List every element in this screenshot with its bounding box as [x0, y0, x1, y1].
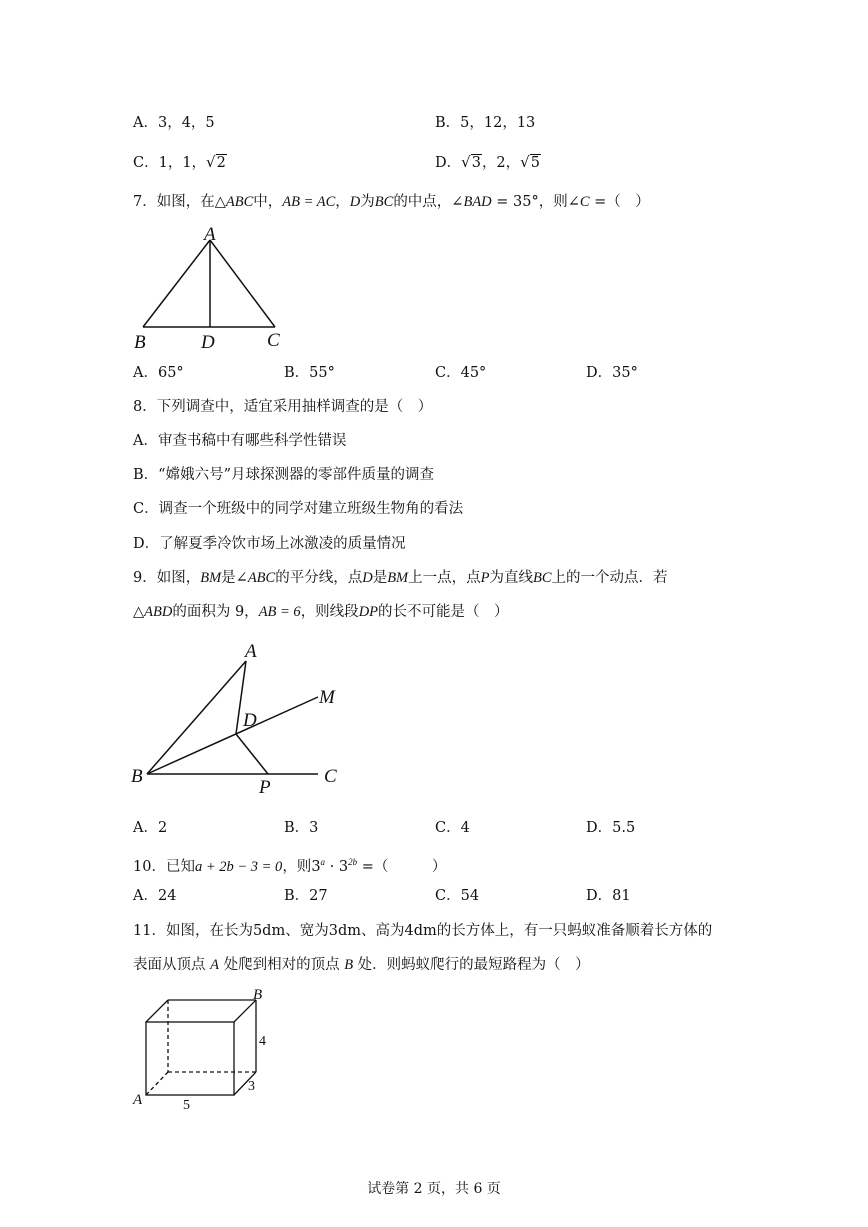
q6-option-d-text: D． — [435, 155, 462, 171]
q9-label-c: C — [324, 766, 337, 787]
q10-option-a: A．24 — [133, 888, 177, 904]
q10-option-c: C．54 — [435, 888, 480, 904]
q9-line-ba — [147, 661, 246, 774]
q11-stem-line1: 11．如图，在长为5dm、宽为3dm、高为4dm的长方体上，有一只蚂蚁准备顺着长方体的 — [133, 923, 713, 939]
q7-label-c: C — [267, 330, 280, 351]
q9-stem-line2: △ABD的面积为 9，AB = 6，则线段DP的长不可能是（ ） — [133, 604, 509, 620]
q9-option-a: A．2 — [133, 820, 168, 836]
sqrt-symbol: √5 — [520, 153, 540, 171]
q11-label-height: 4 — [259, 1034, 266, 1049]
q8-option-a: A．审查书稿中有哪些科学性错误 — [133, 433, 347, 449]
q9-option-d: D．5.5 — [586, 820, 636, 836]
q8-option-c: C．调查一个班级中的同学对建立班级生物角的看法 — [133, 501, 464, 517]
radicand: 3 — [471, 155, 481, 171]
q7-option-b: B．55° — [284, 365, 335, 381]
q10-option-d: D．81 — [586, 888, 631, 904]
q9-label-b: B — [131, 766, 143, 787]
q9-stem-line1: 9．如图，BM是∠ABC的平分线，点D是BM上一点，点P为直线BC上的一个动点．若 — [133, 570, 668, 586]
q9-option-b: B．3 — [284, 820, 319, 836]
page-footer: 试卷第 2 页，共 6 页 — [367, 1181, 501, 1197]
q11-front-face — [146, 1022, 234, 1095]
sqrt-symbol: √2 — [206, 153, 226, 171]
q6-option-a: A．3，4，5 — [133, 115, 215, 131]
q8-option-b: B．“嫦娥六号”月球探测器的零部件质量的调查 — [133, 467, 434, 483]
q11-label-width: 3 — [248, 1079, 255, 1094]
q7-stem: 7．如图，在△ABC中，AB = AC，D为BC的中点，∠BAD = 35°，则∠C =（ ） — [133, 194, 650, 210]
q7-option-d: D．35° — [586, 365, 638, 381]
q10-option-b: B．27 — [284, 888, 328, 904]
q8-stem: 8．下列调查中，适宜采用抽样调查的是（ ） — [133, 399, 433, 415]
q7-option-c: C．45° — [435, 365, 487, 381]
q7-label-b: B — [134, 332, 146, 353]
q10-stem: 10．已知a + 2b − 3 = 0，则$3^a \cdot 3^{2b}$ =（ ） — [133, 857, 447, 875]
q9-label-p: P — [259, 777, 271, 798]
q9-label-d: D — [243, 710, 257, 731]
q11-label-length: 5 — [183, 1098, 190, 1113]
radicand: 2 — [216, 155, 226, 171]
q9-label-a: A — [245, 641, 257, 662]
q9-option-c: C．4 — [435, 820, 470, 836]
q9-ray-bm — [147, 697, 318, 774]
q6-option-c-text: C．1，1， — [133, 155, 207, 171]
q6-option-b: B．5，12，13 — [435, 115, 536, 131]
q9-segment-dp — [236, 734, 268, 774]
q7-label-d: D — [201, 332, 215, 353]
q7-side-ac — [210, 240, 275, 327]
q6-option-d-mid: ，2， — [481, 155, 521, 171]
sqrt-symbol: √3 — [461, 153, 481, 171]
q11-label-a: A — [133, 1092, 143, 1108]
q7-side-ab — [143, 240, 210, 327]
q7-option-a: A．65° — [133, 365, 184, 381]
q9-label-m: M — [319, 687, 335, 708]
q7-label-a: A — [204, 224, 216, 245]
q11-label-b: B — [253, 987, 263, 1003]
radicand: 5 — [530, 155, 540, 171]
q11-stem-line2: 表面从顶点 A 处爬到相对的顶点 B 处．则蚂蚁爬行的最短路程为（ ） — [133, 957, 590, 973]
q8-option-d: D．了解夏季冷饮市场上冰激凌的质量情况 — [133, 536, 406, 552]
q11-hidden-edge — [146, 1072, 168, 1095]
